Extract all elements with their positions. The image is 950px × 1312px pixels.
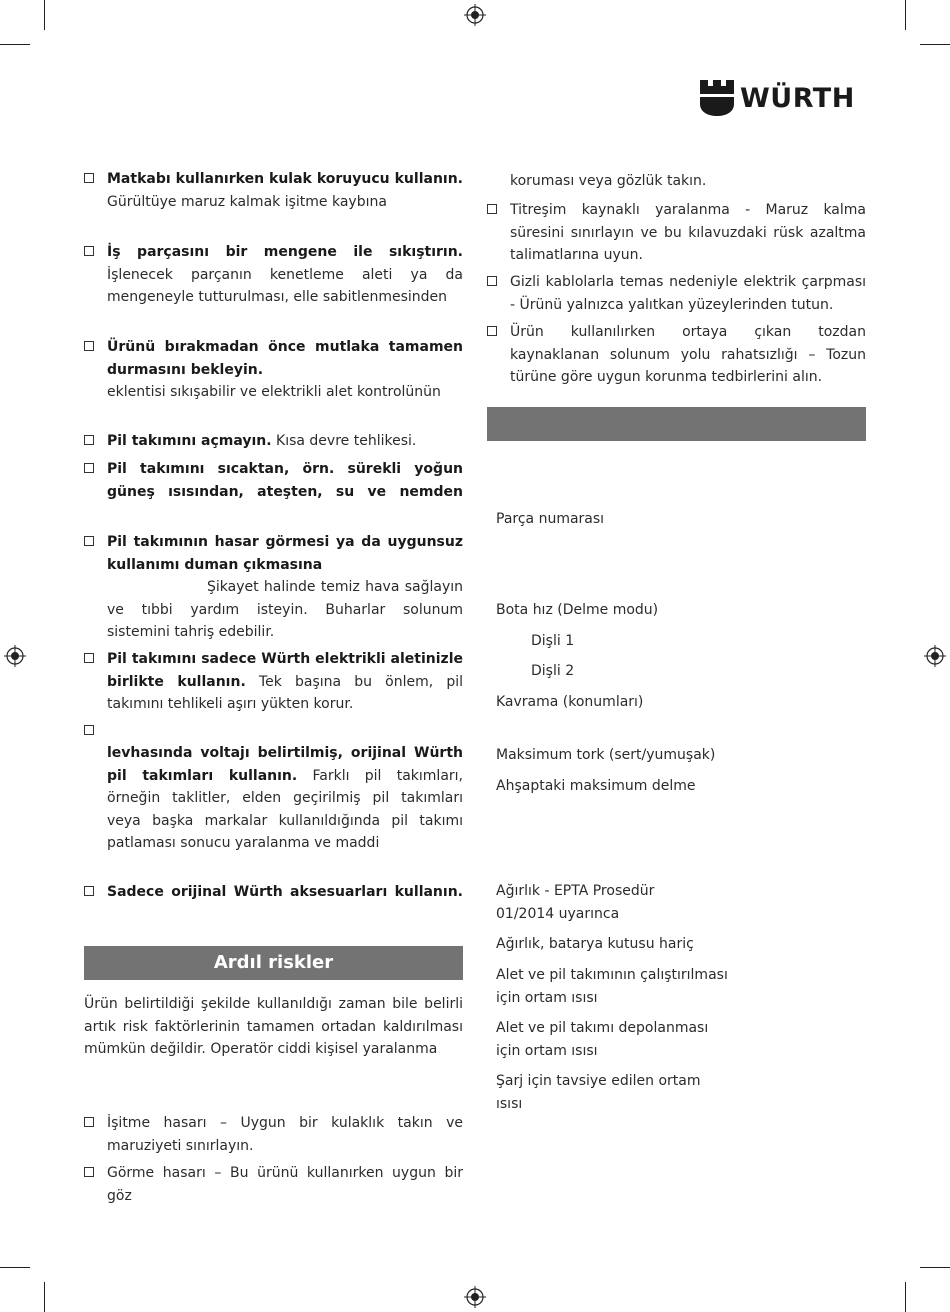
item-bold: İş parçasını bir mengene ile sıkıştırın. — [107, 244, 463, 260]
spec-label: Dişli 2 — [531, 663, 575, 679]
checkbox-icon — [84, 536, 94, 546]
item-text: Kısa devre tehlikesi. — [271, 433, 417, 449]
item-text: Şikayet halinde temiz hava sağlayın ve tıbbi yardım isteyin. Buharlar solunum sistemini tahriş edebilir. — [107, 579, 463, 640]
spec-label: Bota hız (Delme modu) — [496, 602, 659, 618]
checkbox-icon — [84, 653, 94, 663]
registration-mark-icon — [924, 645, 946, 667]
checkbox-icon — [84, 1167, 94, 1177]
spec-label: Parça numarası — [496, 511, 605, 527]
spec-label: Maksimum tork (sert/yumuşak) — [496, 747, 716, 763]
item-bold: Pil takımını sıcaktan, örn. sürekli yoğun güneş ısısından, ateşten, su ve nemden — [107, 461, 463, 500]
spec-label: için ortam ısısı — [496, 1043, 598, 1059]
spec-label: Ağırlık, batarya kutusu hariç — [496, 936, 694, 952]
residual-risks-intro: Ürün belirtildiği şekilde kullanıldığı zaman bile belirli artık risk faktörlerinin tamamen ortadan kaldırılması mümkün değildir. Operatör ciddi kişisel yaralanma — [84, 996, 463, 1057]
checkbox-icon — [487, 326, 497, 336]
risk-text: Görme hasarı – Bu ürünü kullanırken uygun bir göz — [107, 1165, 463, 1204]
item-text: eklentisi sıkışabilir ve elektrikli alet kontrolünün — [107, 384, 441, 400]
registration-mark-icon — [4, 645, 26, 667]
spec-label: Ahşaptaki maksimum delme — [496, 778, 696, 794]
spec-label: Kavrama (konumları) — [496, 694, 644, 710]
checkbox-icon — [487, 276, 497, 286]
crop-mark — [0, 1267, 30, 1268]
risk-text: Ürün kullanılırken ortaya çıkan tozdan kaynaklanan solunum yolu rahatsızlığı – Tozun türüne göre uygun korunma tedbirlerini alın. — [510, 324, 866, 385]
section-title-residual-risks: Ardıl riskler — [84, 946, 463, 980]
crop-mark — [0, 44, 30, 45]
item-text: Gürültüye maruz kalmak işitme kaybına — [107, 193, 387, 210]
crop-mark — [44, 1282, 45, 1312]
registration-mark-icon — [464, 1286, 486, 1308]
crop-mark — [920, 1267, 950, 1268]
item-bold: Matkabı kullanırken kulak koruyucu kullanın. — [107, 171, 463, 187]
item-bold: Ürünü bırakmadan önce mutlaka tamamen durmasını bekleyin. — [107, 339, 463, 378]
spec-label: 01/2014 uyarınca — [496, 906, 620, 922]
spec-label: ısısı — [496, 1096, 523, 1112]
item-bold: Pil takımının hasar görmesi ya da uygunsuz kullanımı duman çıkmasına — [107, 534, 463, 573]
left-column — [84, 0, 463, 1312]
spec-label: Şarj için tavsiye edilen ortam — [496, 1073, 701, 1089]
risk-text: İşitme hasarı – Uygun bir kulaklık takın ve maruziyeti sınırlayın. — [107, 1115, 463, 1154]
item-text: Tek başına bu önlem, pil takımını tehlikeli aşırı yükten korur. — [107, 673, 463, 712]
checkbox-icon — [84, 463, 94, 473]
checkbox-icon — [84, 341, 94, 351]
checkbox-icon — [487, 204, 497, 214]
spec-label: için ortam ısısı — [496, 990, 598, 1006]
crop-mark — [905, 0, 906, 30]
registration-mark-icon — [464, 4, 486, 26]
spec-label: Alet ve pil takımı depolanması — [496, 1020, 709, 1036]
checkbox-icon — [84, 246, 94, 256]
checkbox-icon — [84, 725, 94, 735]
risk-text: Gizli kablolarla temas nedeniyle elektrik çarpması - Ürünü yalnızca yalıtkan yüzeylerinden tutun. — [510, 274, 866, 313]
section-title-technical-data — [487, 407, 866, 441]
crop-mark — [905, 1282, 906, 1312]
crop-mark — [920, 44, 950, 45]
brand-name: WÜRTH — [740, 82, 855, 114]
item-bold: Sadece orijinal Würth aksesuarları kullanın. — [107, 884, 463, 900]
item-text: Farklı pil takımları, örneğin taklitler, elden geçirilmiş pil takımları veya başka markalar kullanıldığında pil takımı patlaması sonucu yaralanma ve maddi — [107, 767, 463, 851]
right-column — [487, 0, 866, 1312]
item-bold: levhasında voltajı belirtilmiş, orijinal Würth pil takımları kullanın. — [107, 745, 463, 784]
checkbox-icon — [84, 173, 94, 183]
continuation-text: koruması veya gözlük takın. — [510, 173, 707, 189]
item-bold: Pil takımını sadece Würth elektrikli aletinizle birlikte kullanın. — [107, 651, 463, 690]
item-text: İşlenecek parçanın kenetleme aleti ya da mengeneyle tutturulması, elle sabitlenmesinden — [107, 266, 463, 305]
checkbox-icon — [84, 1117, 94, 1127]
spec-label: Dişli 1 — [531, 633, 575, 649]
item-bold: Pil takımını açmayın. — [107, 433, 272, 449]
risk-text: Titreşim kaynaklı yaralanma - Maruz kalma süresini sınırlayın ve bu kılavuzdaki rüsk azaltma talimatlarına uyun. — [510, 202, 866, 263]
checkbox-icon — [84, 435, 94, 445]
checkbox-icon — [84, 886, 94, 896]
spec-label: Ağırlık - EPTA Prosedür — [496, 883, 655, 899]
spec-label: Alet ve pil takımının çalıştırılması — [496, 967, 728, 983]
crop-mark — [44, 0, 45, 30]
